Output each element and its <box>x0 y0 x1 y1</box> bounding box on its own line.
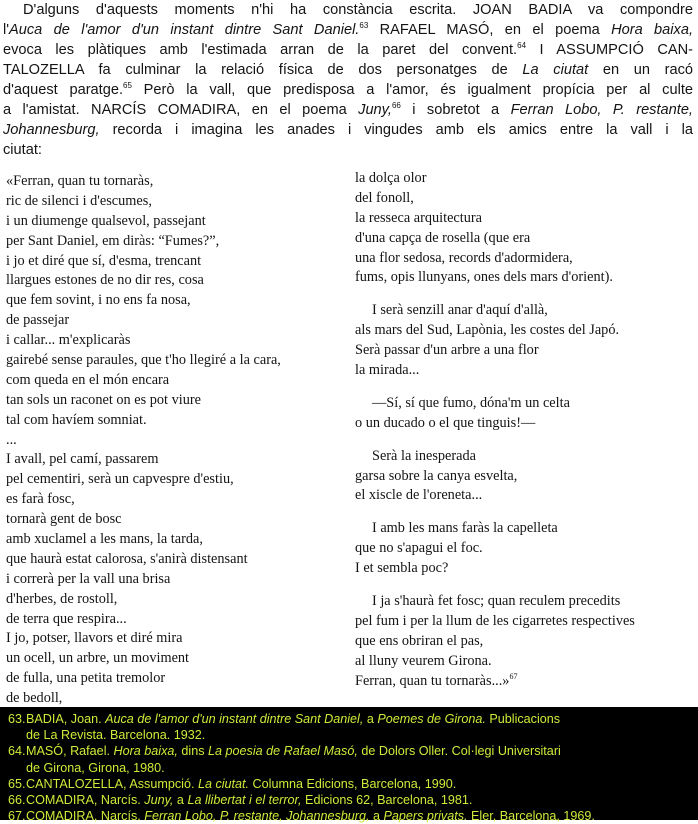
poem-line: ... <box>6 431 17 448</box>
poem-line: de fulla, una petita tremolor <box>6 670 166 687</box>
poem-line: i jo et diré que sí, d'esma, trencant <box>6 252 202 269</box>
poem-line: i correrà per la vall una brisa <box>6 570 171 587</box>
intro-line: TALOZELLA fa culminar la relació física de dos personatges de La ciutat en un racó <box>3 62 693 78</box>
poem-line: garsa sobre la canya esvelta, <box>355 467 518 484</box>
intro-line: evoca les plàtiques amb l'estimada arran de la paret del convent.$^{64}$ I ASSUMPCIÓ CAN- <box>3 41 693 58</box>
poem-line: llargues estones de no dir res, cosa <box>6 272 204 289</box>
poem-line: un ocell, un arbre, un moviment <box>6 650 190 667</box>
poem-line: I jo, potser, llavors et diré mira <box>6 630 183 647</box>
stanza-break <box>355 579 635 592</box>
poem-line: I serà senzill anar d'aquí d'allà, <box>372 302 548 319</box>
poem-left-column <box>6 172 281 709</box>
poem-line: de bedoll, <box>6 690 63 707</box>
poem-line: als mars del Sud, Lapònia, les costes del Japó. <box>355 322 620 339</box>
footnote-63: 63. BADIA, Joan. Auca de l'amor d'un instant dintre Sant Daniel, a Poemes de Girona. Publicacions <box>8 712 561 726</box>
footnote-63-cont: de La Revista. Barcelona. 1932. <box>26 728 206 743</box>
intro-line: Johannesburg, recorda i imagina les anades i vingudes amb els amics entre la vall i la <box>3 122 693 138</box>
footnote-67: 67. COMADIRA, Narcís. Ferran Lobo, P. restante, Johannesburg, a Papers privats. Eler, Barcelona, 1969. <box>8 809 595 824</box>
intro-line: a l'amistat. NARCÍS COMADIRA, en el poema Juny,$^{66}$ i sobretot a Ferran Lobo, P. restante, <box>3 101 693 118</box>
poem-line: tornarà gent de bosc <box>6 511 122 528</box>
poem-line: gairebé sense paraules, que t'ho llegiré a la cara, <box>6 352 281 369</box>
book-title: La ciutat <box>522 62 589 78</box>
poem-line: i callar... m'explicaràs <box>6 332 131 349</box>
poem-line: el xiscle de l'oreneta... <box>355 487 483 504</box>
footnote-65: 65. CANTALOZELLA, Assumpció. La ciutat. Columna Edicions, Barcelona, 1990. <box>8 776 457 791</box>
poem-line: la mirada... <box>355 362 420 379</box>
poem-line: Ferran, quan tu tornaràs...»$^{67}$ <box>355 671 518 689</box>
footnote-ref[interactable]: 66 <box>391 101 401 110</box>
poem-line: amb xuclamel a les mans, la tarda, <box>6 531 203 548</box>
poem-line: que ens obriran el pas, <box>355 632 484 649</box>
footnote-64: 64. MASÓ, Rafael. Hora baixa, dins La poesia de Rafael Masó, de Dolors Oller. Col·legi Universitari <box>8 744 561 759</box>
poem-line: la dolça olor <box>355 170 427 186</box>
poem-line: es farà fosc, <box>6 491 75 508</box>
poem-title: Juny, <box>358 102 392 118</box>
footnote-66: 66. COMADIRA, Narcís. Juny, a La llibertat i el terror, Edicions 62, Barcelona, 1981. <box>8 793 473 808</box>
poem-line: com queda en el món encara <box>6 371 170 388</box>
poem-line: o un ducado o el que tinguis!— <box>355 414 536 431</box>
poem-line: tan sols un raconet on es pot viure <box>6 391 201 408</box>
poem-line: I amb les mans faràs la capelleta <box>372 520 558 537</box>
poem-line: per Sant Daniel, em diràs: “Fumes?”, <box>6 232 220 249</box>
intro-paragraph <box>3 0 693 160</box>
poem-right-column <box>355 169 635 691</box>
poem-line: d'herbes, de rostoll, <box>6 590 118 607</box>
poem-line: i un diumenge qualsevol, passejant <box>6 212 206 229</box>
poem-line: que no s'apagui el foc. <box>355 540 483 557</box>
poem-line: que haurà estat calorosa, s'anirà distensant <box>6 550 248 567</box>
poem-line: pel cementiri, serà un capvespre d'estiu, <box>6 471 234 488</box>
poem-line: fums, opis llunyans, ones dels mars d'orient). <box>355 269 613 286</box>
book-title: Auca de l'amor d'un instant dintre Sant Daniel. <box>9 22 360 38</box>
footnote-ref[interactable]: 65 <box>123 81 132 90</box>
poem-line: Serà la inesperada <box>372 447 476 464</box>
poem-line: Serà passar d'un arbre a una flor <box>355 342 539 359</box>
footnote-ref[interactable]: 64 <box>517 41 527 50</box>
poem-line: pel fum i per la llum de les cigarretes respectives <box>355 612 635 629</box>
poem-line: d'una capça de rosella (que era <box>355 229 531 246</box>
poem-line: I ja s'haurà fet fosc; quan reculem precedits <box>372 593 621 610</box>
intro-line: l'Auca de l'amor d'un instant dintre Sant Daniel.$^{63}$ RAFAEL MASÓ, en el poema Hora baixa, <box>3 21 694 38</box>
poem-line: I et sembla poc? <box>355 560 449 577</box>
poem-line: al lluny veurem Girona. <box>355 652 492 669</box>
poem-line: que fem sovint, i no ens fa nosa, <box>6 292 191 309</box>
poem-line: de terra que respira... <box>6 610 127 627</box>
poem-title: Ferran Lobo, P. restante, <box>510 102 693 118</box>
footnotes <box>0 707 698 824</box>
poem-title: Hora baixa, <box>611 22 694 38</box>
stanza-break <box>355 434 635 447</box>
poem-line: de passejar <box>6 312 70 329</box>
poem-line: tal com havíem somniat. <box>6 411 147 428</box>
poem-line: I avall, pel camí, passarem <box>6 451 159 468</box>
footnote-64-cont: de Girona, Girona, 1980. <box>26 760 165 775</box>
stanza-break <box>355 381 635 394</box>
poem-line: la resseca arquitectura <box>355 209 483 226</box>
poem-line: una flor sedosa, records d'adormidera, <box>355 249 573 266</box>
stanza-break <box>355 506 635 519</box>
poem-line: «Ferran, quan tu tornaràs, <box>6 173 154 189</box>
poem-line: del fonoll, <box>355 189 414 206</box>
footnote-ref[interactable]: 63 <box>359 21 369 30</box>
intro-line: ciutat: <box>3 142 42 158</box>
stanza-break <box>355 288 635 301</box>
poem-title: Johannesburg, <box>3 122 100 138</box>
intro-line: d'aquest paratge.$^{65}$ Però la vall, que predisposa a l'amor, és igualment propícia per al culte <box>3 81 693 98</box>
footnote-ref[interactable]: 67 <box>509 671 518 681</box>
intro-line: D'alguns d'aquests moments n'hi ha constància escrita. JOAN BADIA va compondre <box>23 2 693 18</box>
poem-line: ric de silenci i d'escumes, <box>6 192 152 209</box>
poem-line: —Sí, sí que fumo, dóna'm un celta <box>372 394 570 411</box>
